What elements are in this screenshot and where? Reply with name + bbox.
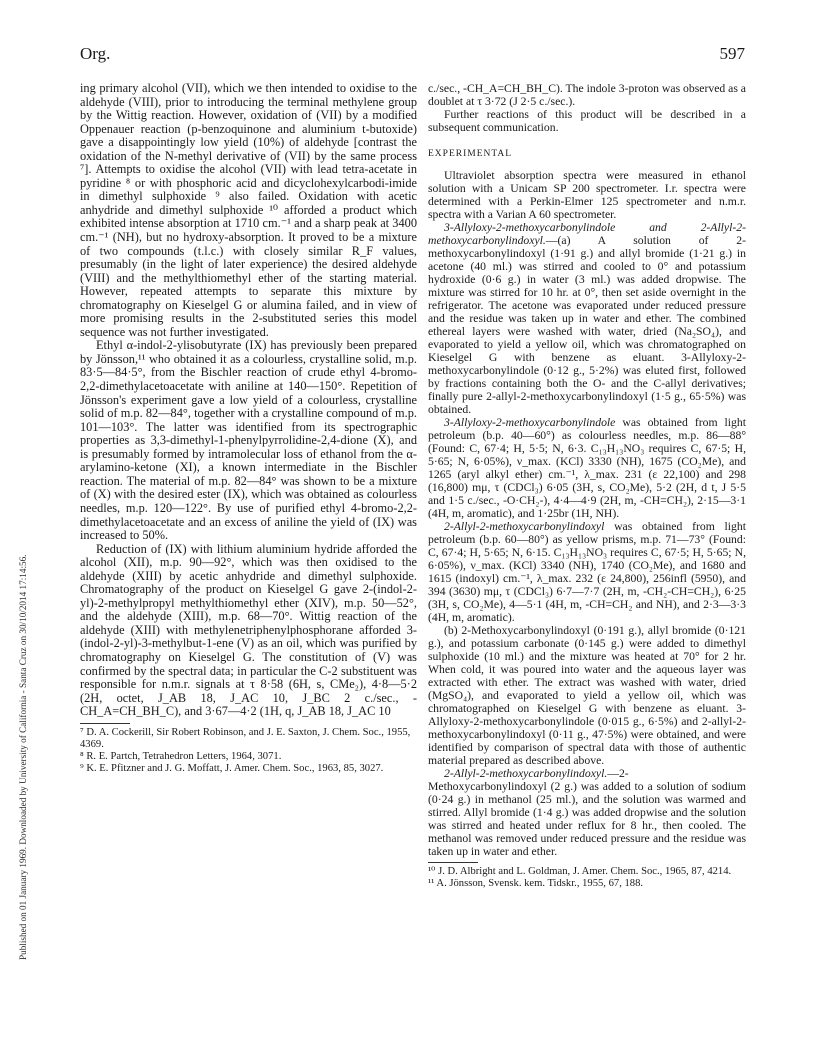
journal-name: Org. (80, 44, 111, 63)
right-column (428, 82, 746, 890)
body-paragraph: 3-Allyloxy-2-methoxycarbonylindole was obtained from light petroleum (b.p. 40—60°) as colourless needles, m.p. 86—88° (Found: C, 67·4; H, 5·5; N, 6·3. C₁₃H₁₃NO₃ requires C, 67·5; H, 5·65; N, 6·05%), ν_max. (KCl) 3330 (NH), 1675 (CO₂Me), and 1265 (aryl alkyl ether) cm.⁻¹, λ_max. 231 (ε 22,100) and 298 (16,800) mμ, τ (CDCl₃) 6·05 (3H, s, CO₂Me), 5·2 (2H, d t, J 5·5 and 1·5 c./sec., -O·CH₂-), 4·4—4·9 (2H, m, -CH=CH₂), 2·15—3·1 (4H, m, aromatic), and 1·25br (1H, NH). (428, 416, 746, 520)
footnote-divider (428, 862, 478, 863)
left-column (80, 82, 417, 776)
body-paragraph: Further reactions of this product will be described in a subsequent communication. (428, 108, 746, 134)
body-paragraph: 3-Allyloxy-2-methoxycarbonylindole and 2-Allyl-2-methoxycarbonylindoxyl.—(a) A solution of 2-methoxycarbonylindoxyl (1·91 g.) and allyl bromide (1·21 g.) in acetone (40 ml.) was stirred and cooled to 0° and potassium hydroxide (0·6 g.) in water (3 ml.) was added dropwise. The mixture was stirred for 10 hr. at 0°, then set aside overnight in the refrigerator. The acetone was evaporated under reduced pressure and the residue was taken up in water and ether. The combined ethereal layers were washed with water, dried (Na₂SO₄), and evaporated to yield a yellow oil, which was chromatographed on Kieselgel G with benzene as eluant. 3-Allyloxy-2-methoxycarbonylindole (0·12 g., 5·2%) was eluted first, followed by fractions containing both the O- and the C-allyl derivatives; finally pure 2-allyl-2-methoxycarbonylindoxyl (1·5 g., 65·5%) was obtained. (428, 221, 746, 416)
footnote: ⁷ D. A. Cockerill, Sir Robert Robinson, and J. E. Saxton, J. Chem. Soc., 1955, 4369. (80, 726, 411, 750)
download-notice (6, 160, 28, 960)
footnote: ¹¹ A. Jönsson, Svensk. kem. Tidskr., 1955, 67, 188. (428, 878, 644, 890)
page-number: 597 (719, 44, 745, 63)
body-paragraph: Reduction of (IX) with lithium aluminium hydride afforded the alcohol (XII), m.p. 90—92°, which was then oxidised to the aldehyde (XIII) by acetic anhydride and dimethyl sulphoxide. Chromatography of the product on Kieselgel G gave 2-(indol-2-yl)-2-methylpropyl methylthiomethyl ether (XIV), m.p. 50—52°, and the aldehyde (XIII), m.p. 68—70°. Wittig reaction of the aldehyde (XIII) with methylenetriphenylphosphorane afforded 3-(indol-2-yl)-3-methylbut-1-ene (V) as an oil, which was purified by chromatography on Kieselgel G. The constitution of (V) was confirmed by the spectral data; in particular the C-2 substituent was responsible for n.m.r. signals at τ 8·58 (6H, s, CMe₂), 4·8—5·2 (2H, octet, J_AB 18, J_AC 10, J_BC 2 c./sec., -CH_A=CH_BH_C), and 3·67—4·2 (1H, q, J_AB 18, J_AC 10 (80, 541, 417, 719)
footnote: ¹⁰ J. D. Albright and L. Goldman, J. Amer. Chem. Soc., 1965, 87, 4214. (428, 866, 732, 877)
body-paragraph: Ultraviolet absorption spectra were measured in ethanol solution with a Unicam SP 200 spectrometer. I.r. spectra were determined with a Perkin-Elmer 125 spectrometer and n.m.r. spectra with a Varian A 60 spectrometer. (428, 169, 746, 221)
footnote-divider (80, 723, 130, 724)
body-paragraph: (b) 2-Methoxycarbonylindoxyl (0·191 g.), allyl bromide (0·121 g.), and potassium carbonate (0·145 g.) were added to dimethyl sulphoxide (10 ml.) and the mixture was heated at 70° for 2 hr. When cold, it was poured into water and the aqueous layer was extracted with ether. The extract was washed with water, dried (MgSO₄), and evaporated to yield a yellow oil, which was chromatographed on Kieselgel G with benzene as eluant. 3-Allyloxy-2-methoxycarbonylindole (0·015 g., 6·5%) and 2-allyl-2-methoxycarbonylindoxyl (0·11 g., 47·5%) were obtained, and were identified by comparison of spectral data with those of authentic material prepared as described above. (428, 624, 746, 767)
body-paragraph: 2-Allyl-2-methoxycarbonylindoxyl.—2-Methoxycarbonylindoxyl (2 g.) was added to a solution of sodium (0·24 g.) in methanol (25 ml.), and the solution was warmed and stirred. Allyl bromide (1·4 g.) was added dropwise and the solution was stirred and heated under reflux for 8 hr., then cooled. The methanol was removed under reduced pressure and the residue was taken up in water and ether. (428, 767, 746, 858)
compound-title: 2-Allyl-2-methoxycarbonylindoxyl. (444, 767, 608, 780)
compound-title: 3-Allyloxy-2-methoxycarbonylindole (444, 416, 616, 429)
compound-title: 2-Allyl-2-methoxycarbonylindoxyl (444, 520, 605, 533)
section-heading: EXPERIMENTAL (428, 149, 513, 159)
download-notice-text: Published on 01 January 1969. Downloaded by University of California - Santa Cruz on 30/10/2014 17:14:56. (18, 554, 28, 960)
body-paragraph: c./sec., -CH_A=CH_BH_C). The indole 3-proton was observed as a doublet at τ 3·72 (J 2·5 c./sec.). (428, 82, 746, 108)
compound-title: 3-Allyloxy-2-methoxycarbonylindole and 2-Allyl-2-methoxycarbonylindoxyl. (428, 221, 746, 247)
footnote: ⁹ K. E. Pfitzner and J. G. Moffatt, J. Amer. Chem. Soc., 1963, 85, 3027. (80, 763, 384, 775)
body-paragraph: Ethyl α-indol-2-ylisobutyrate (IX) has previously been prepared by Jönsson,¹¹ who obtained it as a colourless, crystalline solid, m.p. 83·5—84·5°, from the Bischler reaction of crude ethyl 4-bromo-2,2-dimethylacetoacetate with aniline at 140—150°. Repetition of Jönsson's experiment gave a low yield of a colourless, crystalline solid of m.p. 82—84°, together with a crystalline compound of m.p. 101—103°. The latter was identified from its spectrographic properties as 3,3-dimethyl-1-phenylpyrrolidine-2,4-dione (X), and is presumably formed by intramolecular loss of ethanol from the α-arylamino-ketone (XI), a known intermediate in the Bischler reaction. The material of m.p. 82—84° was shown to be a mixture of (X) with the desired ester (IX), which was obtained as colourless needles, m.p. 120—122°. By use of purified ethyl 4-bromo-2,2-dimethylacetoacetate and an excess of aniline the yield of (IX) was increased to 50%. (80, 338, 417, 543)
body-paragraph: ing primary alcohol (VII), which we then intended to oxidise to the aldehyde (VIII), prior to introducing the terminal methylene group by the Wittig reaction. However, oxidation of (VII) by a modified Oppenauer reaction (p-benzoquinone and aluminium t-butoxide) gave a disappointingly low yield (10%) of aldehyde [contrast the oxidation of the N-methyl derivative of (VII) by the same process ⁷]. Attempts to oxidise the alcohol (VII) with lead tetra-acetate in pyridine ⁸ or with phosphoric acid and dicyclohexylcarbodi-imide in dimethyl sulphoxide ⁹ also failed. Oxidation with acetic anhydride and dimethyl sulphoxide ¹⁰ afforded a product which exhibited intense absorption at 1710 cm.⁻¹ and a sharp peak at 3400 cm.⁻¹ (NH), but no hydroxy-absorption. It proved to be a mixture of two compounds (t.l.c.) with closely similar R_F values, presumably (in the light of later experience) the desired aldehyde (VIII) and the methylthiomethyl ether of the starting material. However, repeated attempts to separate this mixture by chromatography on Kieselgel G or alumina failed, and in view of more promising results in the 2-substituted series this model sequence was not further investigated. (80, 81, 417, 339)
footnote: ⁸ R. E. Partch, Tetrahedron Letters, 1964, 3071. (80, 751, 282, 763)
body-paragraph: 2-Allyl-2-methoxycarbonylindoxyl was obtained from light petroleum (b.p. 60—80°) as yellow prisms, m.p. 71—73° (Found: C, 67·4; H, 5·65; N, 6·15. C₁₃H₁₃NO₃ requires C, 67·5; H, 5·65; N, 6·05%), ν_max. (KCl) 3340 (NH), 1740 (CO₂Me), and 1680 and 1615 (indoxyl) cm.⁻¹, λ_max. 232 (ε 24,800), 256infl (5950), and 394 (3630) mμ, τ (CDCl₃) 6·7—7·7 (2H, m, -CH₂-CH=CH₂), 6·25 (3H, s, CO₂Me), 4—5·1 (4H, m, -CH=CH₂ and NH), and 2·3—3·3 (4H, m, aromatic). (428, 520, 746, 624)
